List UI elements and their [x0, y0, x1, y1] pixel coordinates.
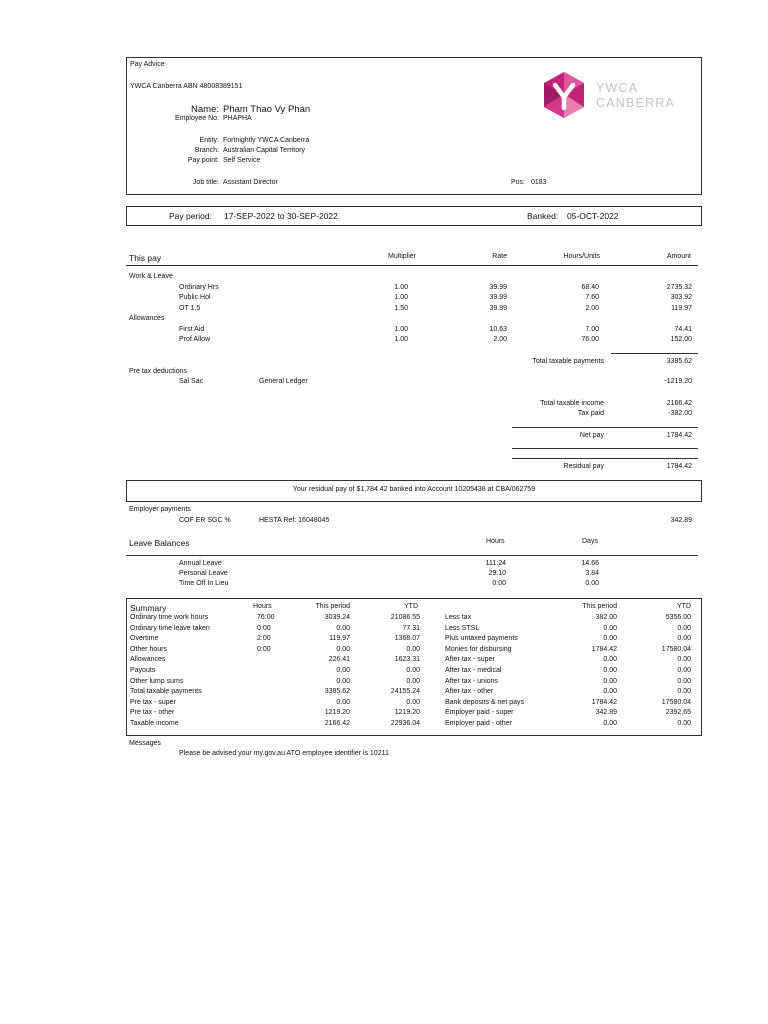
summary-period-right: 0.00	[603, 656, 617, 664]
summary-row	[127, 678, 701, 689]
summary-title: Summary	[130, 603, 167, 613]
entity-label: Entity:	[199, 137, 219, 144]
summary-ytd-right: 0.00	[677, 624, 691, 632]
summary-period-right: 0.00	[603, 677, 617, 685]
item-name: Public Hol	[179, 294, 211, 301]
item-multiplier: 1.00	[394, 284, 408, 291]
summary-ytd: 22936.04	[390, 720, 420, 727]
summary-ytd: 0.00	[406, 698, 420, 706]
item-name: First Aid	[179, 326, 205, 333]
summary-ytd-right: 5356.00	[665, 614, 691, 621]
summary-period-right: 0.00	[603, 635, 617, 643]
summary-col-this-period: This period	[315, 603, 350, 610]
summary-box	[126, 598, 702, 736]
pos-value: 0183	[531, 179, 547, 186]
item-rate: 10.63	[489, 326, 507, 333]
summary-row	[127, 720, 701, 731]
summary-label-right: After tax - unions	[445, 677, 498, 685]
summary-period: 0.00	[336, 667, 350, 674]
summary-label: Total taxable payments	[130, 688, 202, 696]
summary-ytd-right: 0.00	[677, 677, 691, 685]
jobtitle-label: Job title:	[192, 179, 219, 186]
summary-col-hours: Hours	[253, 603, 272, 610]
logo-line1: YWCA	[596, 81, 639, 95]
summary-period-right: 1784.42	[591, 645, 617, 653]
total-taxable-income-value: 2166.42	[666, 400, 692, 407]
employer-abn: YWCA Canberra ABN 48008389151	[130, 83, 243, 90]
total-taxable-income-label: Total taxable income	[540, 400, 604, 407]
doc-title: Pay Advice	[130, 61, 165, 68]
summary-ytd-right: 0.00	[677, 667, 691, 674]
employee-no-label: Employee No:	[175, 115, 219, 122]
item-multiplier: 1.50	[394, 305, 408, 312]
pay-period-box	[126, 206, 702, 226]
item-rate: 39.99	[489, 305, 507, 312]
summary-ytd: 0.00	[406, 645, 420, 653]
summary-period: 3039.24	[324, 614, 350, 621]
summary-label-right: Less tax	[445, 614, 472, 621]
item-amount: 74.41	[674, 326, 692, 333]
summary-ytd: 77.31	[402, 624, 420, 632]
summary-period-right: 342.89	[595, 709, 617, 717]
leave-hours: 0:00	[492, 580, 506, 587]
branch-label: Branch:	[194, 147, 219, 154]
summary-period-right: 0.00	[603, 667, 617, 674]
pay-period-value: 17-SEP-2022 to 30-SEP-2022	[224, 211, 338, 221]
summary-label: Other hours	[130, 645, 167, 653]
summary-row	[127, 688, 701, 699]
summary-label: Pre tax - super	[130, 698, 176, 706]
banked-message-box	[126, 480, 702, 502]
work-leave-label: Work & Leave	[129, 273, 173, 280]
residual-pay-label: Residual pay	[563, 463, 604, 470]
summary-row	[127, 709, 701, 720]
tax-paid-label: Tax paid	[577, 410, 604, 417]
summary-row	[127, 656, 701, 667]
pay-period-label: Pay period:	[169, 211, 212, 221]
summary-period-right: 1784.42	[591, 698, 617, 706]
col-multiplier: Multiplier	[387, 253, 416, 260]
item-multiplier: 1.00	[394, 336, 408, 343]
summary-row	[127, 646, 701, 657]
leave-days: 0.00	[585, 580, 599, 587]
summary-row	[127, 614, 701, 625]
summary-ytd: 0.00	[406, 667, 420, 674]
employee-header-box	[126, 57, 702, 195]
summary-period: 1219.20	[324, 709, 350, 717]
employer-payment-value: 342.89	[670, 517, 692, 524]
logo-line2: CANBERRA	[596, 96, 676, 110]
summary-ytd-right: 0.00	[677, 688, 691, 696]
summary-ytd: 21086.55	[390, 614, 420, 621]
jobtitle-value: Assistant Director	[223, 179, 278, 186]
banked-value: 05-OCT-2022	[567, 211, 619, 221]
item-rate: 39.99	[489, 294, 507, 301]
banked-label: Banked:	[527, 211, 559, 221]
summary-ytd-right: 17580.04	[661, 698, 691, 706]
summary-period-right: 382.00	[595, 614, 617, 621]
item-hours: 7.00	[585, 326, 599, 333]
leave-days: 3.84	[585, 570, 599, 577]
messages-text: Please be advised your my.gov.au ATO employee identifier is 10211	[179, 750, 389, 757]
summary-ytd-right: 2392.65	[665, 709, 691, 717]
this-pay-title: This pay	[129, 253, 162, 263]
summary-label-right: Employer paid - other	[445, 720, 512, 727]
total-taxable-payments-value: 3385.62	[666, 358, 692, 365]
summary-row	[127, 625, 701, 636]
col-rate: Rate	[492, 253, 507, 260]
pretax-label: Pre tax deductions	[129, 368, 187, 375]
summary-period-right: 0.00	[603, 624, 617, 632]
pretax-item-value: -1219.20	[664, 378, 692, 385]
summary-label-right: Employer paid - super	[445, 709, 514, 717]
this-pay-divider	[126, 265, 698, 266]
employer-payment-ref: HESTA Ref: 16048045	[259, 517, 330, 524]
col-hours-units: Hours/Units	[563, 253, 600, 260]
leave-name: Personal Leave	[179, 570, 228, 577]
summary-ytd: 0.00	[406, 677, 420, 685]
summary-label: Other lump sums	[130, 677, 184, 685]
paypoint-value: Self Service	[223, 157, 261, 164]
employer-payments-label: Employer payments	[129, 506, 191, 513]
summary-period-right: 0.00	[603, 720, 617, 727]
total-taxable-payments-label: Total taxable payments	[532, 358, 604, 365]
summary-label-right: After tax - medical	[445, 667, 502, 674]
pretax-item-name: Sal Sac	[179, 378, 204, 385]
item-amount: 119.97	[671, 305, 692, 312]
item-amount: 2735.32	[666, 284, 692, 291]
item-rate: 39.99	[489, 284, 507, 291]
leave-name: Annual Leave	[179, 560, 222, 567]
paypoint-label: Pay point:	[187, 157, 219, 164]
summary-label: Overtime	[130, 635, 159, 643]
summary-label-right: Bank deposits & net pays	[445, 698, 524, 706]
summary-ytd: 1219.20	[394, 709, 420, 717]
summary-ytd-right: 0.00	[677, 635, 691, 643]
leave-hours: 29:10	[488, 570, 506, 577]
summary-period: 0.00	[336, 698, 350, 706]
leave-divider	[126, 555, 698, 556]
item-hours: 76.00	[581, 336, 599, 343]
summary-label: Taxable income	[130, 720, 179, 727]
pretax-item-desc: General Ledger	[259, 378, 308, 385]
total-taxable-divider	[611, 353, 698, 354]
summary-label: Ordinary time work hours	[130, 614, 209, 621]
summary-label: Pre tax - other	[130, 709, 175, 717]
col-amount: Amount	[666, 253, 691, 260]
summary-ytd: 1368.07	[394, 635, 420, 643]
summary-ytd-right: 0.00	[677, 656, 691, 664]
summary-period: 119.97	[329, 635, 350, 643]
summary-hours: 0:00	[257, 624, 271, 632]
leave-col-days: Days	[582, 538, 598, 545]
summary-ytd: 24155.24	[390, 688, 420, 696]
name-label: Name:	[191, 104, 219, 115]
employee-no: PHAPHA	[223, 115, 252, 122]
summary-row	[127, 667, 701, 678]
net-pay-divider-top	[512, 427, 698, 428]
employer-payment-name: COF ER SGC %	[179, 517, 231, 524]
net-pay-value: 1784.42	[666, 432, 692, 439]
allowances-label: Allowances	[129, 315, 165, 322]
item-hours: 7.60	[585, 294, 599, 301]
leave-hours: 111:24	[485, 560, 506, 567]
summary-label-right: After tax - super	[445, 656, 495, 664]
item-amount: 303.92	[670, 294, 692, 301]
net-pay-label: Net pay	[579, 432, 604, 439]
item-multiplier: 1.00	[394, 326, 408, 333]
summary-ytd-right: 17580.04	[661, 645, 691, 653]
summary-ytd-right: 0.00	[677, 720, 691, 727]
banked-message: Your residual pay of $1,784.42 banked into Account 10205438 at CBA/062759	[292, 486, 536, 493]
net-pay-divider-mid	[512, 448, 698, 449]
leave-col-hours: Hours	[486, 538, 505, 545]
item-hours: 68.40	[581, 284, 599, 291]
ywca-logo-mark-icon	[539, 70, 589, 120]
leave-days: 14.66	[581, 560, 599, 567]
summary-label: Allowances	[130, 656, 166, 664]
summary-row	[127, 699, 701, 710]
summary-label-right: Less STSL	[445, 624, 480, 632]
net-pay-divider-bottom	[512, 458, 698, 459]
item-name: Prof Allow	[179, 336, 211, 343]
summary-hours: 76:00	[257, 614, 275, 621]
ywca-logo	[539, 70, 676, 120]
summary-row	[127, 635, 701, 646]
item-hours: 2.00	[585, 305, 599, 312]
tax-paid-value: -382.00	[668, 410, 692, 417]
summary-period-right: 0.00	[603, 688, 617, 696]
item-name: OT 1.5	[179, 305, 201, 312]
summary-period: 2166.42	[324, 720, 350, 727]
summary-col-ytd-right: YTD	[677, 603, 691, 610]
summary-label-right: After tax - other	[445, 688, 494, 696]
employee-name: Pham Thao Vy Phan	[223, 104, 311, 115]
item-amount: 152.00	[670, 336, 692, 343]
summary-label-right: Monies for disbursing	[445, 645, 512, 653]
summary-period: 0.00	[336, 645, 350, 653]
entity-value: Fortnightly YWCA Canberra	[223, 137, 310, 144]
summary-rows	[127, 614, 701, 732]
summary-col-ytd: YTD	[404, 603, 418, 610]
summary-label-right: Plus untaxed payments	[445, 635, 518, 643]
branch-value: Australian Capital Territory	[223, 147, 305, 154]
summary-period: 0.00	[336, 624, 350, 632]
item-name: Ordinary Hrs	[179, 284, 219, 291]
leave-balances-title: Leave Balances	[129, 538, 190, 548]
item-multiplier: 1.00	[394, 294, 408, 301]
summary-col-this-period-right: This period	[582, 603, 617, 610]
summary-label: Ordinary time leave taken	[130, 624, 210, 632]
summary-ytd: 1623.31	[394, 656, 420, 664]
summary-label: Payouts	[130, 667, 156, 674]
summary-period: 0.00	[336, 677, 350, 685]
summary-hours: 0:00	[257, 645, 271, 653]
summary-hours: 2:00	[257, 635, 271, 643]
messages-label: Messages	[129, 740, 161, 747]
summary-period: 3385.62	[324, 688, 350, 696]
leave-name: Time Off In Lieu	[179, 580, 229, 587]
pos-label: Pos:	[511, 179, 526, 186]
residual-pay-value: 1784.42	[666, 463, 692, 470]
item-rate: 2.00	[493, 336, 507, 343]
summary-period: 226.41	[328, 656, 350, 664]
